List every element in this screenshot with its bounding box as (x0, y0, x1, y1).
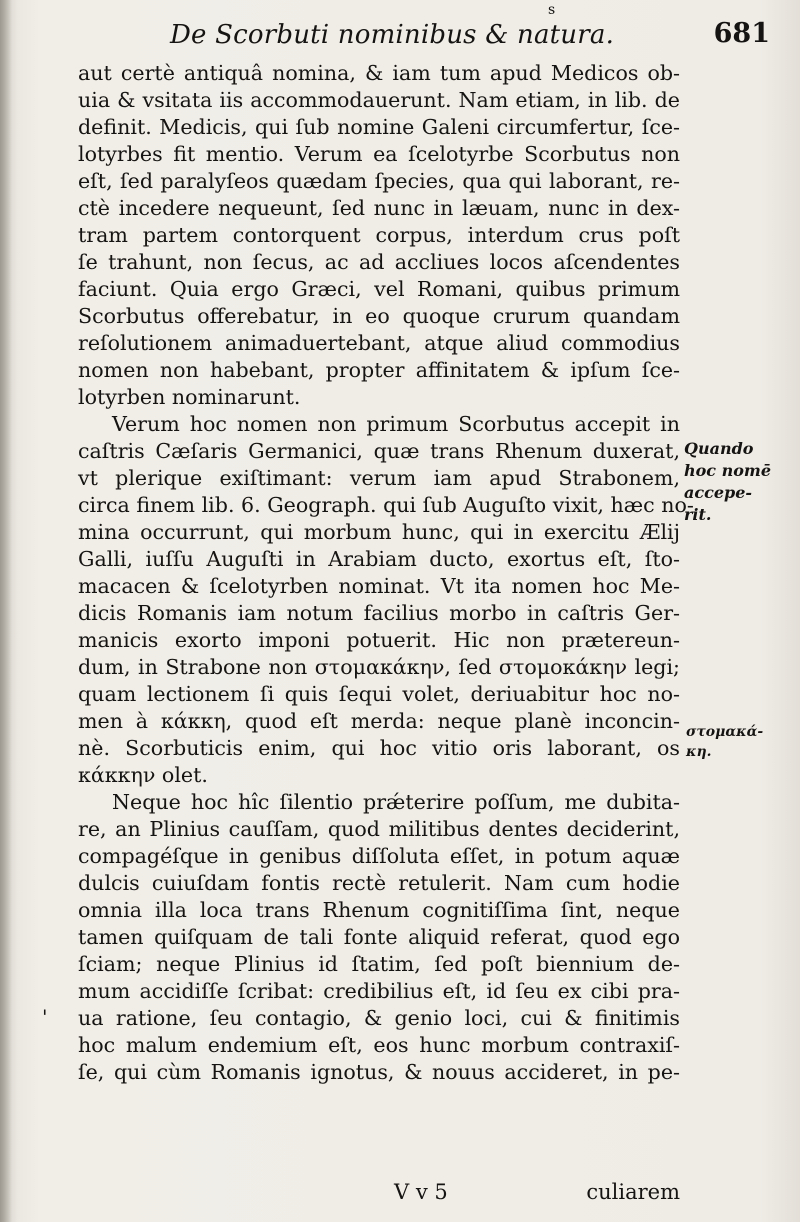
text-line: nè. Scorbuticis enim, qui hoc vitio oris laborant, os (78, 736, 680, 760)
text-line: Neque hoc hîc ſilentio prǽterire poſſum, me dubita- (112, 790, 680, 814)
text-line: circa finem lib. 6. Geograph. qui ſub Auguſto vixit, hæc no- (78, 493, 694, 517)
margin-greek-line: κη. (686, 744, 712, 760)
margin-note-greek (686, 722, 796, 762)
running-title: De Scorbuti nominibus & natura. (170, 20, 615, 50)
text-line: tamen quiſquam de tali fonte aliquid referat, quod ego (78, 925, 680, 949)
text-line: dulcis cuiuſdam fontis rectè retulerit. Nam cum hodie (78, 871, 680, 895)
top-ink-mark: s (548, 2, 556, 18)
text-line: hoc malum endemium eſt, eos hunc morbum contraxiſ- (78, 1033, 680, 1057)
text-line: Verum hoc nomen non primum Scorbutus accepit in (112, 412, 680, 436)
gutter-shadow (0, 0, 12, 1222)
text-line: dum, in Strabone non στομακάκην, ſed στομοκάκην legi; (78, 655, 680, 679)
text-line: re, an Plinius cauſſam, quod militibus dentes deciderint, (78, 817, 680, 841)
text-line: ſe trahunt, non ſecus, ac ad accliues locos aſcendentes (78, 250, 680, 274)
text-line: definit. Medicis, qui ſub nomine Galeni circumfertur, ſce- (78, 115, 680, 139)
text-line: omnia illa loca trans Rhenum cognitiſſima ſint, neque (78, 898, 680, 922)
text-line: aut certè antiquâ nomina, & iam tum apud Medicos ob- (78, 61, 680, 85)
text-line: mina occurrunt, qui morbum hunc, qui in exercitu Ælij (78, 520, 680, 544)
text-line: κάκκην olet. (78, 763, 208, 787)
margin-note-line: hoc nomē (684, 461, 772, 480)
text-line: Galli, iuſſu Auguſti in Arabiam ducto, exortus eſt, ſto- (78, 547, 680, 571)
text-line: ſciam; neque Plinius id ſtatim, ſed poſt biennium de- (78, 952, 680, 976)
margin-note-line: Quando (684, 439, 754, 458)
text-line: vt plerique exiſtimant: verum iam apud Strabonem, (78, 466, 680, 490)
text-line: faciunt. Quia ergo Græci, vel Romani, quibus primum (78, 277, 680, 301)
text-line: ſe, qui cùm Romanis ignotus, & nouus accideret, in pe- (78, 1060, 680, 1084)
text-line: quam lectionem ſi quis ſequi volet, deriuabitur hoc no- (78, 682, 680, 706)
text-line: men à κάκκη, quod eſt merda: neque planè inconcin- (78, 709, 680, 733)
page-footer (78, 1180, 680, 1210)
text-line: lotyrben nominarunt. (78, 385, 301, 409)
text-line: manicis exorto imponi potuerit. Hic non prætereun- (78, 628, 680, 652)
margin-note-quando (684, 438, 794, 526)
text-line: tram partem contorquent corpus, interdum crus poſt (78, 223, 680, 247)
text-line: macacen & ſcelotyrben nominat. Vt ita nomen hoc Me- (78, 574, 680, 598)
text-line: compagéſque in genibus diſſoluta eſſet, in potum aquæ (78, 844, 680, 868)
margin-note-line: accepe- (684, 483, 753, 502)
page-number: 681 (713, 18, 770, 49)
signature-mark: V v 5 (394, 1180, 448, 1204)
text-line: Scorbutus offerebatur, in eo quoque crurum quandam (78, 304, 680, 328)
catchword: culiarem (586, 1180, 680, 1204)
text-line: nomen non habebant, propter affinitatem & ipſum ſce- (78, 358, 680, 382)
page-header (170, 14, 770, 54)
text-line: dicis Romanis iam notum facilius morbo in caſtris Ger- (78, 601, 680, 625)
body-text (78, 60, 694, 1086)
text-line: reſolutionem animaduertebant, atque aliud commodius (78, 331, 680, 355)
text-line: caſtris Cæſaris Germanici, quæ trans Rhenum duxerat, (78, 439, 680, 463)
text-line: uia & vsitata iis accommodauerunt. Nam etiam, in lib. de (78, 88, 680, 112)
text-line: ctè incedere nequeunt, ſed nunc in læuam, nunc in dex- (78, 196, 680, 220)
text-line: ua ratione, ſeu contagio, & genio loci, cui & finitimis (78, 1006, 680, 1030)
margin-note-line: rit. (684, 505, 712, 524)
text-line: eſt, ſed paralyſeos quædam ſpecies, qua qui laborant, re- (78, 169, 680, 193)
margin-greek-line: στομακά- (686, 724, 764, 740)
stray-ink-mark: ' (42, 1005, 48, 1029)
text-line: lotyrbes fit mentio. Verum ea ſcelotyrbe Scorbutus non (78, 142, 680, 166)
text-line: mum accidiſſe ſcribat: credibilius eſt, id ſeu ex cibi pra- (78, 979, 680, 1003)
